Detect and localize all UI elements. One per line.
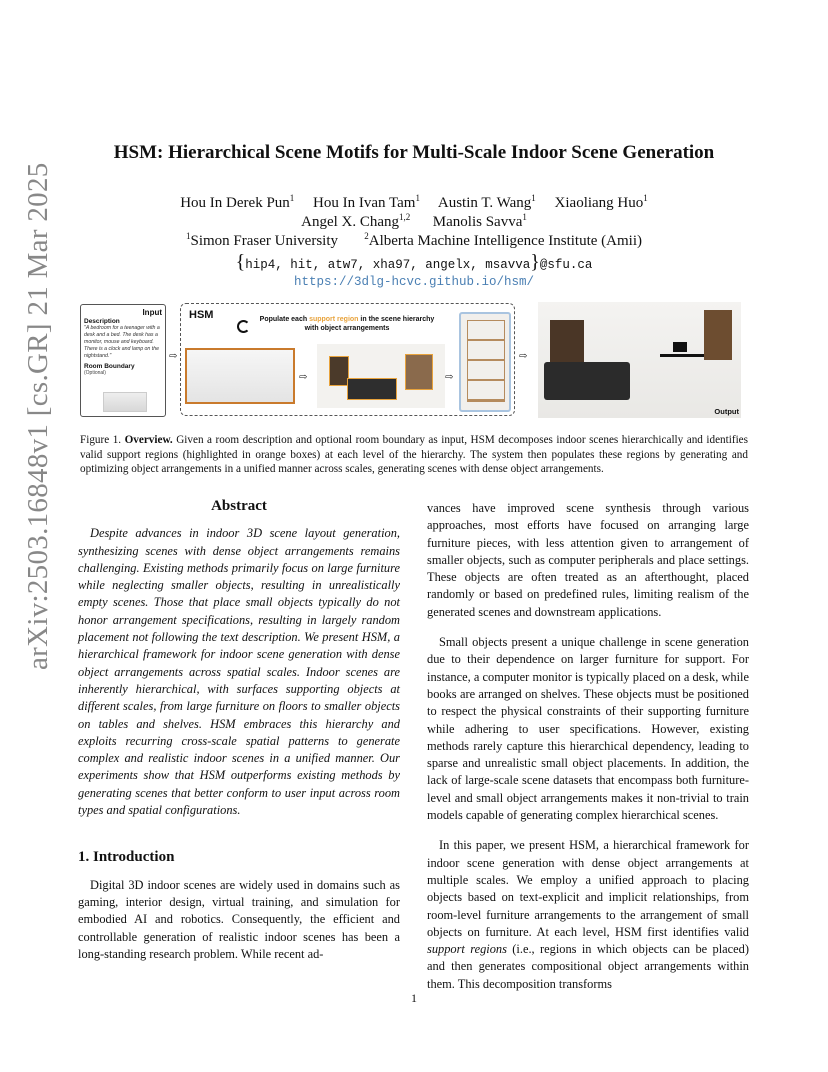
room-boundary-label: Room Boundary (84, 363, 135, 370)
intro-paragraph: Digital 3D indoor scenes are widely used in domains such as gaming, interior design, virtual training, and simulation for embodied AI and robotics. Consequently, the efficient and controllable generation of realistic indoor scenes has been a long-standing research problem. While recent ad- (78, 877, 400, 961)
authors-line-1 (0, 193, 828, 212)
output-label: Output (714, 407, 739, 416)
project-url[interactable]: https://3dlg-hcvc.github.io/hsm/ (293, 275, 535, 289)
abstract-body: Despite advances in indoor 3D scene layout generation, synthesizing scenes with dense object arrangements remains challenging. Existing methods primarily focus on large furniture while neglecting smaller objects, resulting in unrealistically empty scenes. Those that place small objects typically do not honor arrangement specifications, resulting in largely random placement not following the text description. We present HSM, a hierarchical framework for indoor scene generation with dense object arrangements across spatial scales. Indoor scenes are inherently hierarchical, with surfaces supporting objects at different scales, from large furniture on floors to smaller objects on tables and shelves. HSM embraces this hierarchy and exploits recurring cross-scale spatial patterns to generate complex and realistic indoor scenes in a unified manner. Our experiments show that HSM outperforms existing methods by generating scenes that better conform to user input across room types and spatial configurations. (78, 526, 400, 818)
furnished-room-render (317, 344, 445, 408)
arrow-icon: ⇨ (169, 351, 178, 362)
figure-hsm-panel (180, 303, 515, 416)
output-scene-render (538, 302, 741, 418)
paragraph: In this paper, we present HSM, a hierarchical framework for indoor scene generation with dense object arrangements at multiple scales. We employ a unified approach to placing objects based on text-explicit and implicit relationships, from room-level furniture arrangements to the arrangement of small objects on furniture. At each level, HSM first identifies valid support regions (i.e., regions in which objects can be placed) and then generates compositional object arrangements within them. This decomposition transforms (427, 838, 749, 991)
left-column (78, 498, 400, 976)
loop-icon (237, 320, 250, 333)
abstract-heading: Abstract (211, 498, 267, 514)
input-label: Input (142, 308, 162, 317)
paragraph: vances have improved scene synthesis through various approaches, most efforts have focused on arranging large furniture pieces, with less attention given to arrangement of smaller objects, such as computer peripherals and place settings. These objects are often treated as an afterthought, placed randomly or based on predefined rules, limiting realism of the generated scenes and downstream applications. (427, 501, 749, 619)
figure-caption: Figure 1. Overview. Given a room description and optional room boundary as input, HSM decomposes indoor scenes hierarchically and identifies valid support regions (highlighted in orange boxes) at each level of the hierarchy. The system then populates these regions by generating and optimizing object arrangements in a unified manner across scales, generating scenes with dense object arrangements. (80, 434, 749, 475)
author-emails: {hip4, hit, atw7, xha97, angelx, msavva}@sfu.ca (235, 251, 593, 273)
author: Manolis Savva$^1$ (432, 212, 527, 230)
room-boundary-thumbnail (103, 392, 147, 412)
arrow-icon: ⇨ (299, 372, 308, 383)
description-label: Description (84, 318, 120, 325)
description-text: "A bedroom for a teenager with a desk and a bed. The desk has a monitor, mouse and keyboard. There is a clock and lamp on the nightstand." (84, 325, 160, 359)
hsm-label: HSM (189, 309, 214, 321)
empty-room-render (185, 348, 295, 404)
page-number: 1 (411, 991, 417, 1005)
room-boundary-sub: (Optional) (84, 370, 106, 376)
affiliations: $^1$Simon Fraser University $^2$Alberta Machine Intelligence Institute (Amii) (186, 231, 642, 249)
shelf-closeup-render (459, 312, 511, 412)
author: Xiaoliang Huo$^1$ (554, 193, 648, 211)
author: Austin T. Wang$^1$ (437, 193, 536, 211)
author: Hou In Derek Pun$^1$ (180, 193, 295, 211)
introduction-heading: 1. Introduction (78, 849, 175, 866)
populate-text: Populate each support region in the scene hierarchy with object arrangements (259, 316, 435, 332)
authors-line-2 (0, 212, 828, 231)
figure-input-panel (80, 304, 166, 417)
paper-title: HSM: Hierarchical Scene Motifs for Multi-Scale Indoor Scene Generation (113, 142, 715, 163)
arrow-icon: ⇨ (445, 372, 454, 383)
author: Angel X. Chang$^{1,2}$ (301, 212, 411, 230)
arrow-icon: ⇨ (519, 351, 528, 362)
right-column (427, 500, 749, 1006)
arxiv-identifier: arXiv:2503.16848v1 [cs.GR] 21 Mar 2025 (22, 162, 54, 670)
paragraph: Small objects present a unique challenge in scene generation due to their dependence on larger furniture for support. For instance, a computer monitor is typically placed on a desk, while books are arranged on shelves. These objects must be positioned to respect the physical constraints of their supporting furniture while adhering to user specifications. However, existing methods rarely capture this hierarchical dependency, leading to sparse and unrealistic small object placements. In addition, the lack of large-scale scene datasets that encompass both furniture-level and small object arrangements makes it non-trivial to train models capable of generating complex hierarchical scenes. (427, 635, 749, 823)
author: Hou In Ivan Tam$^1$ (313, 193, 420, 211)
